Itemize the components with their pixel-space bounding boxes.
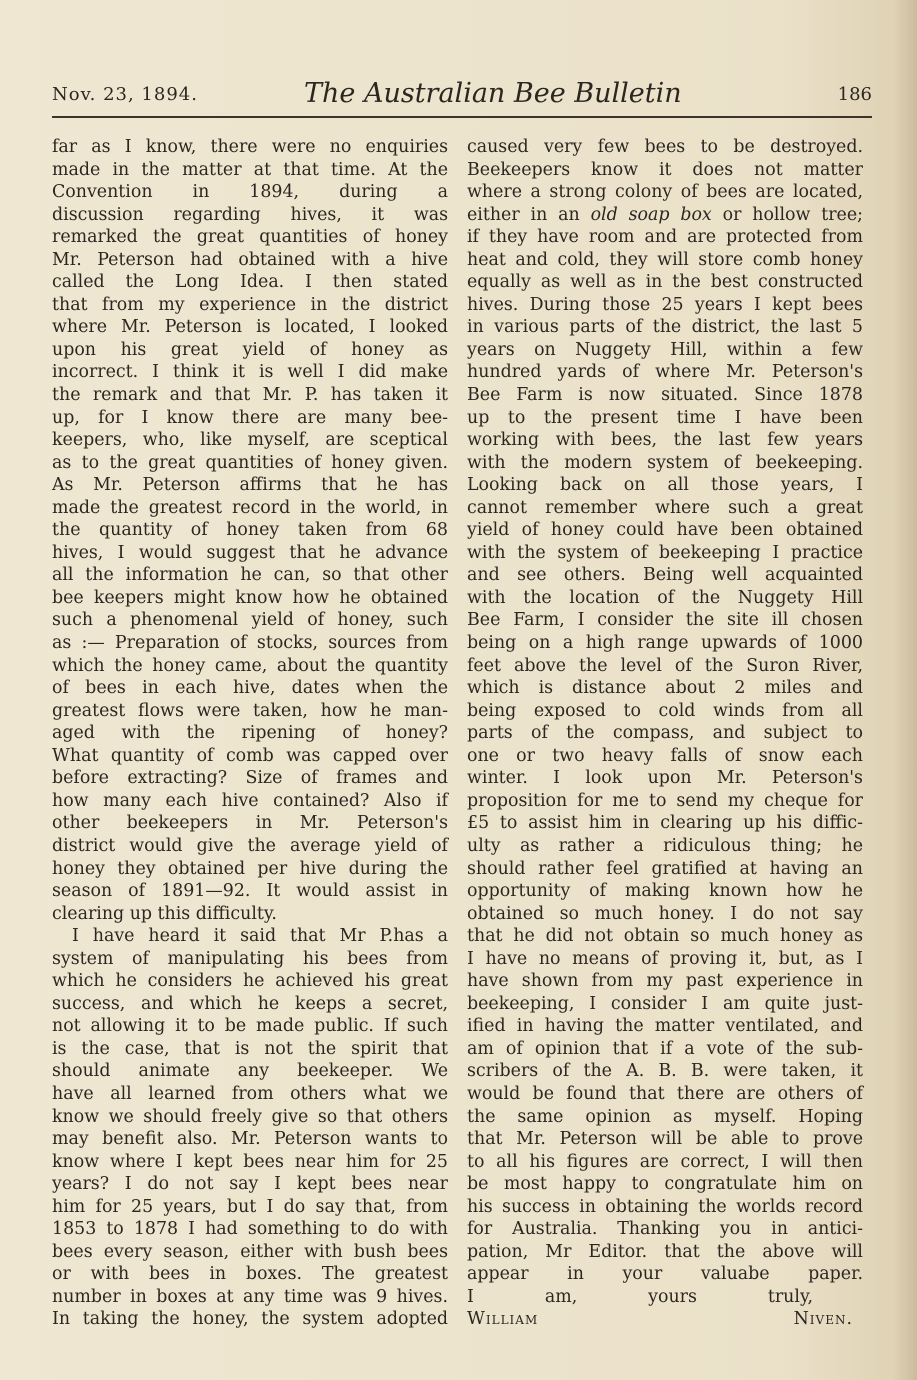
text-line: bee keepers might know how he obtained (52, 587, 448, 608)
signature: William Niven. (467, 1309, 853, 1330)
text-line: where Mr. Peterson is located, I looked (52, 317, 448, 338)
right-column-part-a (467, 136, 863, 204)
text-line: season of 1891—92. It would assist in (52, 881, 448, 902)
page-header (52, 78, 872, 114)
text-line: the same opinion as myself. Hoping (467, 1106, 863, 1127)
text-line: I have heard it said that Mr P.has a (72, 926, 448, 947)
text-line: one or two heavy falls of snow each (467, 745, 863, 766)
text-line: equally as well as in the best constructed (467, 272, 863, 293)
text-line: up, for I know there are many bee- (52, 407, 448, 428)
text-line: proposition for me to send my cheque for (467, 790, 863, 811)
text-line: being on a high range upwards of 1000 (467, 633, 863, 654)
text-line: would be found that there are others of (467, 1083, 863, 1104)
text-line: system of manipulating his bees from (52, 948, 448, 969)
text-line: Beekeepers know it does not matter (467, 159, 863, 180)
text-line: the quantity of honey taken from 68 (52, 520, 448, 541)
text-line: as :— Preparation of stocks, sources from (52, 633, 448, 654)
text-line: which the honey came, about the quantity (52, 655, 448, 676)
text-line: being exposed to cold winds from all (467, 700, 863, 721)
text-line: of bees in each hive, dates when the (52, 678, 448, 699)
text-line: incorrect. I think it is well I did make (52, 362, 448, 383)
text-line: made in the matter at that time. At the (52, 159, 448, 180)
text-line: made the greatest record in the world, in (52, 497, 448, 518)
text-line: may benefit also. Mr. Peterson wants to (52, 1129, 448, 1150)
text-line: As Mr. Peterson affirms that he has (52, 475, 448, 496)
text-line: called the Long Idea. I then stated (52, 272, 448, 293)
text-line: yield of honey could have been obtained (467, 520, 863, 541)
closing-salutation: I am, yours truly, (467, 1286, 813, 1307)
text-line: working with bees, the last few years (467, 430, 863, 451)
text-line: either in an old soap box or hollow tree; (467, 204, 863, 225)
text-line: hives. During those 25 years I kept bees (467, 294, 863, 315)
text-line: other beekeepers in Mr. Peterson's (52, 813, 448, 834)
text-line: which he considers he achieved his great (52, 971, 448, 992)
text-line: hundred yards of where Mr. Peterson's (467, 362, 863, 383)
text-line: with the location of the Nuggety Hill (467, 587, 863, 608)
text-line: for Australia. Thanking you in antici- (467, 1219, 863, 1240)
text-line: years? I do not say I kept bees near (52, 1174, 448, 1195)
text-line: the remark and that Mr. P. has taken it (52, 385, 448, 406)
text-line: ified in having the matter ventilated, and (467, 1016, 863, 1037)
text-line: with the system of beekeeping I practice (467, 542, 863, 563)
left-column (52, 136, 448, 1331)
issue-date: Nov. 23, 1894. (52, 84, 198, 105)
emphasis: old soap box (590, 204, 712, 225)
text-line: him for 25 years, but I do say that, from (52, 1196, 448, 1217)
page-number: 186 (837, 84, 872, 105)
text-line: What quantity of comb was capped over (52, 745, 448, 766)
text-line: £5 to assist him in clearing up his diffic- (467, 813, 863, 834)
text-line: remarked the great quantities of honey (52, 227, 448, 248)
text-line: before extracting? Size of frames and (52, 768, 448, 789)
text-line: if they have room and are protected from (467, 227, 863, 248)
text-line: all the information he can, so that other (52, 565, 448, 586)
text-line: opportunity of making known how he (467, 881, 863, 902)
text-line: caused very few bees to be destroyed. (467, 137, 863, 157)
text-line: is the case, that is not the spirit that (52, 1038, 448, 1059)
text-line: winter. I look upon Mr. Peterson's (467, 768, 863, 789)
text-line: number in boxes at any time was 9 hives. (52, 1286, 448, 1307)
text-line: years on Nuggety Hill, within a few (467, 339, 863, 360)
text-line: in various parts of the district, the last 5 (467, 317, 863, 338)
text-line: that Mr. Peterson will be able to prove (467, 1129, 863, 1150)
text-line: am of opinion that if a vote of the sub- (467, 1038, 863, 1059)
text-line: ulty as rather a ridiculous thing; he (467, 835, 863, 856)
text-line: In taking the honey, the system adopted (52, 1309, 448, 1330)
text-line: that from my experience in the district (52, 294, 448, 315)
text-line: with the modern system of beekeeping. (467, 452, 863, 473)
text-line: beekeeping, I consider I am quite just- (467, 993, 863, 1014)
text-line: Looking back on all those years, I (467, 475, 863, 496)
right-column-part-b (467, 226, 863, 1286)
right-column (467, 136, 863, 1331)
text-line: appear in your valuabe paper. (467, 1264, 863, 1285)
text-line: discussion regarding hives, it was (52, 204, 448, 225)
text-line: 1853 to 1878 I had something to do with (52, 1219, 448, 1240)
text-line: which is distance about 2 miles and (467, 678, 863, 699)
text-line: and see others. Being well acquainted (467, 565, 863, 586)
text-line: as to the great quantities of honey given. (52, 452, 448, 473)
text-line: keepers, who, like myself, are sceptical (52, 430, 448, 451)
text-line: Bee Farm, I consider the site ill chosen (467, 610, 863, 631)
page-edge-shadow (893, 0, 917, 1380)
text-line: up to the present time I have been (467, 407, 863, 428)
text-line: clearing up this difficulty. (52, 903, 277, 924)
text-line: upon his great yield of honey as (52, 339, 448, 360)
text-line: cannot remember where such a great (467, 497, 863, 518)
text-line: Convention in 1894, during a (52, 182, 448, 203)
text-line: Mr. Peterson had obtained with a hive (52, 249, 448, 270)
text-line: know we should freely give so that others (52, 1106, 448, 1127)
text-line: heat and cold, they will store comb honey (467, 249, 863, 270)
text-line: should rather feel gratified at having an (467, 858, 863, 879)
text-line: to all his figures are correct, I will then (467, 1151, 863, 1172)
text-line: such a phenomenal yield of honey, such (52, 610, 448, 631)
text-line: scribers of the A. B. B. were taken, it (467, 1061, 863, 1082)
text-line: feet above the level of the Suron River, (467, 655, 863, 676)
text-line: parts of the compass, and subject to (467, 723, 863, 744)
text-line: success, and which he keeps a secret, (52, 993, 448, 1014)
text-line: his success in obtaining the worlds record (467, 1196, 863, 1217)
text-line: how many each hive contained? Also if (52, 790, 448, 811)
text-line: that he did not obtain so much honey as (467, 926, 863, 947)
publication-title: The Australian Bee Bulletin (304, 78, 682, 109)
text-line: be most happy to congratulate him on (467, 1174, 863, 1195)
text-line: hives, I would suggest that he advance (52, 542, 448, 563)
header-rule (52, 116, 872, 118)
text-line: not allowing it to be made public. If such (52, 1016, 448, 1037)
text-line: where a strong colony of bees are located, (467, 182, 863, 203)
text-line: far as I know, there were no enquiries (52, 137, 448, 157)
text-line: aged with the ripening of honey? (52, 723, 448, 744)
text-line: know where I kept bees near him for 25 (52, 1151, 448, 1172)
text-line: honey they obtained per hive during the (52, 858, 448, 879)
text-line: I have no means of proving it, but, as I (467, 948, 863, 969)
text-line: should animate any beekeeper. We (52, 1061, 448, 1082)
text-line: have all learned from others what we (52, 1083, 448, 1104)
text-line: Bee Farm is now situated. Since 1878 (467, 385, 863, 406)
text-line: or with bees in boxes. The greatest (52, 1264, 448, 1285)
text-line: bees every season, either with bush bees (52, 1241, 448, 1262)
text-line: greatest flows were taken, how he man- (52, 700, 448, 721)
text-line: district would give the average yield of (52, 835, 448, 856)
text-line: obtained so much honey. I do not say (467, 903, 863, 924)
text-line: pation, Mr Editor. that the above will (467, 1241, 863, 1262)
text-line: have shown from my past experience in (467, 971, 863, 992)
